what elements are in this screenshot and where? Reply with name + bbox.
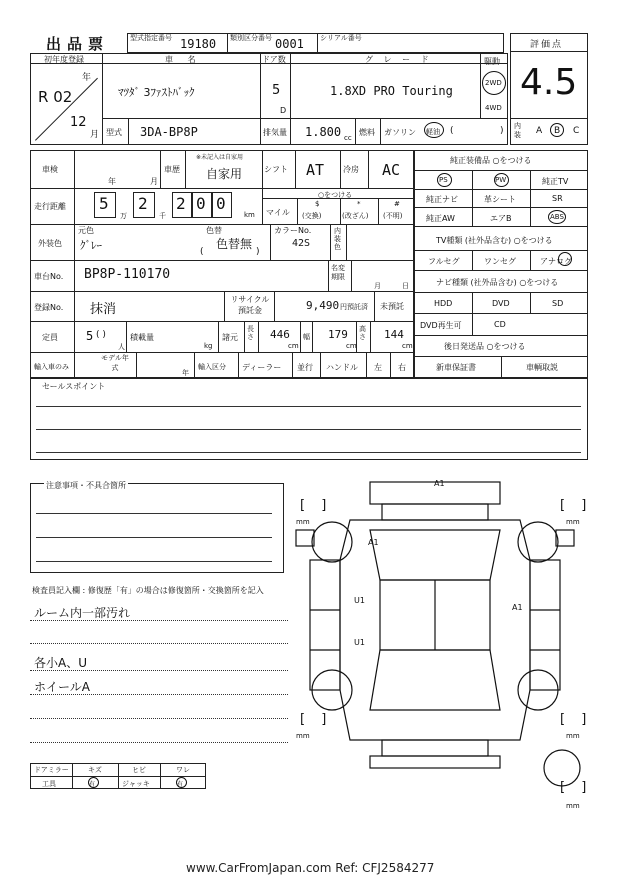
tv-analog: アナログ bbox=[540, 257, 572, 266]
mm-fr: mm bbox=[566, 518, 580, 526]
history-label: 車歴 bbox=[164, 165, 180, 174]
mileage-km: km bbox=[244, 211, 255, 219]
inspector-line-1: ルーム内一部汚れ bbox=[34, 606, 131, 620]
inspector-line-3: ホイールA bbox=[34, 680, 90, 694]
shift-value: AT bbox=[306, 161, 325, 179]
doors-value: 5 bbox=[272, 83, 281, 98]
model-year-label: モデル年式 bbox=[101, 354, 129, 372]
model-cert-value: 19180 bbox=[180, 37, 217, 51]
color-code-value: 42S bbox=[292, 238, 311, 249]
bracket-rl: [ ] bbox=[300, 712, 333, 727]
mark-a1-top: A1 bbox=[434, 479, 445, 488]
length-cm: cm bbox=[288, 342, 299, 350]
mark-a1-left: A1 bbox=[368, 538, 379, 547]
inspection-year-unit: 年 bbox=[108, 177, 116, 186]
color-code-label: カラーNo. bbox=[274, 226, 312, 235]
mileage-tamper: * bbox=[357, 200, 361, 208]
width-label: 幅 bbox=[303, 333, 310, 341]
equip-sr: SR bbox=[552, 194, 563, 203]
bracket-fr: [ ] bbox=[560, 498, 593, 513]
legend-tools-yes: 有 bbox=[89, 781, 96, 788]
legend-mirror: ドアミラー bbox=[34, 766, 69, 774]
bracket-spare: [ ] bbox=[560, 780, 593, 795]
legend-scratch: キズ bbox=[88, 766, 102, 774]
equipment-header: 純正装備品 ○をつける bbox=[450, 156, 532, 165]
color-paint-paren: ( bbox=[200, 247, 204, 257]
legend-jack: ジャッキ bbox=[122, 780, 150, 788]
mileage-exchange-label: (交換) bbox=[302, 212, 322, 220]
equip-ps: PS bbox=[439, 176, 448, 184]
width-value: 179 bbox=[328, 328, 348, 341]
displacement-label: 排気量 bbox=[263, 128, 287, 137]
equip-navi: 純正ナビ bbox=[426, 195, 458, 204]
color-label: 外装色 bbox=[38, 239, 62, 248]
inspector-label: 検査員記入欄 : 修復歴「有」の場合は修復箇所・交換箇所を記入 bbox=[32, 586, 264, 595]
car-damage-diagram bbox=[290, 470, 593, 810]
color-paint-label: 色替 bbox=[206, 226, 222, 235]
color-original-label: 元色 bbox=[78, 226, 94, 235]
length-value: 446 bbox=[270, 328, 290, 341]
inspection-month-unit: 月 bbox=[150, 177, 158, 186]
first-reg-label: 初年度登録 bbox=[44, 55, 84, 64]
mileage-exchange: $ bbox=[315, 200, 320, 208]
handle-label: ハンドル bbox=[326, 363, 358, 372]
width-cm: cm bbox=[346, 342, 357, 350]
class-value: 0001 bbox=[275, 37, 304, 51]
cooler-value: AC bbox=[382, 161, 401, 179]
name-change-day: 日 bbox=[402, 282, 409, 290]
first-reg-month: 12 bbox=[70, 115, 87, 130]
color-paint-value: 色替無 bbox=[216, 237, 253, 251]
recycle-label: リサイクル預託金 bbox=[230, 295, 270, 315]
grade-label: グ レ ー ド bbox=[365, 55, 433, 64]
dims-label: 諸元 bbox=[222, 333, 238, 342]
legend-break: ワレ bbox=[176, 766, 190, 774]
navi-dvd: DVD bbox=[492, 299, 510, 308]
legend-jack-yes: 有 bbox=[177, 781, 184, 788]
car-name-value: ﾏﾂﾀﾞ 3ﾌｧｽﾄﾊﾞｯｸ bbox=[118, 86, 195, 99]
equip-leather: 革シート bbox=[484, 195, 516, 204]
history-value: 自家用 bbox=[206, 167, 243, 181]
doors-sub: D bbox=[280, 106, 287, 115]
navi-sd: SD bbox=[552, 299, 564, 308]
type-label: 型式 bbox=[106, 128, 122, 137]
chassis-value: BP8P-110170 bbox=[84, 267, 171, 282]
legend-crack: ヒビ bbox=[132, 766, 146, 774]
later-warranty: 新車保証書 bbox=[436, 363, 476, 372]
recycle-unit: 円預託済 bbox=[340, 303, 368, 311]
model-cert-label: 型式指定番号 bbox=[130, 34, 172, 42]
recycle-value: 9,490 bbox=[306, 299, 340, 312]
legend-tools: 工具 bbox=[42, 780, 56, 788]
bracket-fl: [ ] bbox=[300, 498, 333, 513]
handle-left: 左 bbox=[374, 363, 382, 372]
fuel-paren: ( bbox=[450, 126, 454, 136]
interior-grade-c: C bbox=[573, 126, 580, 136]
mileage-tamper-label: (改ざん) bbox=[342, 212, 369, 220]
load-label: 積載量 bbox=[130, 333, 154, 342]
tv-full: フルセグ bbox=[428, 257, 460, 266]
first-reg-era: R 02 bbox=[38, 88, 73, 106]
color-paint-paren-close: ) bbox=[256, 247, 260, 257]
mileage-label: 走行距離 bbox=[34, 202, 66, 211]
mileage-d2: 2 bbox=[138, 194, 148, 213]
equip-tv: 純正TV bbox=[542, 177, 569, 186]
fuel-paren-close: ) bbox=[500, 126, 504, 136]
equip-pw: PW bbox=[495, 176, 507, 184]
score-value: 4.5 bbox=[520, 62, 578, 103]
mileage-d1: 5 bbox=[99, 194, 109, 213]
mileage-sen: 千 bbox=[159, 212, 166, 220]
height-label: 高さ bbox=[359, 325, 366, 341]
serial-label: シリアル番号 bbox=[320, 34, 362, 42]
capacity-value: 5 bbox=[86, 329, 94, 343]
fuel-gas: ガソリン bbox=[384, 128, 416, 137]
mileage-man: 万 bbox=[120, 212, 127, 220]
registration-label: 登録No. bbox=[34, 303, 64, 312]
drive-4wd: 4WD bbox=[485, 104, 502, 112]
import-parallel: 並行 bbox=[297, 363, 313, 372]
cooler-label: 冷房 bbox=[343, 165, 359, 174]
first-reg-month-unit: 月 bbox=[90, 130, 100, 140]
mileage-unknown: # bbox=[394, 200, 400, 208]
mark-u1-a: U1 bbox=[354, 596, 365, 605]
notes-box bbox=[30, 483, 284, 573]
drive-label: 駆動 bbox=[484, 57, 500, 66]
equip-airbag: エアB bbox=[490, 214, 512, 223]
inspection-label: 車検 bbox=[42, 165, 58, 174]
load-unit: kg bbox=[204, 342, 213, 350]
tv-one: ワンセグ bbox=[484, 257, 516, 266]
name-change-month: 月 bbox=[374, 282, 381, 290]
mileage-mile: マイル bbox=[266, 208, 290, 217]
import-type-label: 輸入区分 bbox=[198, 363, 226, 371]
interior-color-label: 内装色 bbox=[334, 227, 341, 251]
doors-label: ドア数 bbox=[262, 55, 286, 64]
car-name-label: 車 名 bbox=[165, 55, 202, 64]
interior-grade-label: 内装 bbox=[514, 122, 521, 139]
tv-header: TV種類 (社外品含む) ○をつける bbox=[436, 236, 553, 245]
height-value: 144 bbox=[384, 328, 404, 341]
bracket-rr: [ ] bbox=[560, 712, 593, 727]
length-label: 長さ bbox=[247, 325, 254, 341]
model-year-unit: 年 bbox=[182, 369, 189, 377]
equip-abs: ABS bbox=[550, 213, 564, 221]
shift-label: シフト bbox=[264, 165, 288, 174]
score-label: 評価点 bbox=[530, 40, 564, 50]
interior-grade-a: A bbox=[536, 126, 543, 136]
history-note: ※未記入は自家用 bbox=[196, 154, 244, 161]
mileage-d3: 2 bbox=[176, 194, 186, 213]
capacity-label: 定員 bbox=[42, 333, 58, 342]
grade-value: 1.8XD PRO Touring bbox=[330, 84, 453, 98]
type-value: 3DA-BP8P bbox=[140, 125, 198, 139]
name-change-label: 名変期限 bbox=[331, 264, 345, 281]
displacement-cc: cc bbox=[344, 134, 352, 142]
navi-hdd: HDD bbox=[434, 299, 453, 308]
drive-2wd: 2WD bbox=[485, 79, 502, 87]
inspector-line-2: 各小A、U bbox=[34, 656, 87, 670]
recycle-not: 未預託 bbox=[380, 302, 404, 311]
mm-fl: mm bbox=[296, 518, 310, 526]
sales-point-label: セールスポイント bbox=[42, 382, 106, 391]
mileage-circle-note: ○をつける bbox=[318, 191, 353, 199]
later-header: 後日発送品 ○をつける bbox=[444, 342, 526, 351]
notes-label: 注意事項・不具合箇所 bbox=[46, 481, 126, 490]
footer-watermark: www.CarFromJapan.com Ref: CFJ2584277 bbox=[186, 861, 435, 875]
equip-aw: 純正AW bbox=[426, 214, 455, 223]
import-dealer: ディーラー bbox=[242, 363, 282, 372]
navi-dvd-play: DVD再生可 bbox=[420, 321, 462, 330]
mark-a1-right: A1 bbox=[512, 603, 523, 612]
mileage-d4: 0 bbox=[196, 194, 206, 213]
chassis-label: 車台No. bbox=[34, 272, 64, 281]
sales-point-box bbox=[30, 378, 588, 460]
mileage-unknown-label: (不明) bbox=[383, 212, 403, 220]
height-cm: cm bbox=[402, 342, 413, 350]
import-label: 輸入車のみ bbox=[34, 363, 69, 371]
later-manual: 車輌取説 bbox=[526, 363, 558, 372]
fuel-diesel: 軽油 bbox=[426, 128, 440, 136]
class-label: 類別区分番号 bbox=[230, 34, 272, 42]
mm-spare: mm bbox=[566, 802, 580, 810]
navi-header: ナビ種類 (社外品含む) ○をつける bbox=[436, 278, 559, 287]
first-reg-year-unit: 年 bbox=[82, 73, 92, 83]
capacity-unit: 人 bbox=[118, 343, 125, 351]
navi-cd: CD bbox=[494, 320, 506, 329]
displacement-value: 1.800 bbox=[305, 125, 342, 139]
fuel-label: 燃料 bbox=[359, 128, 375, 137]
mark-u1-b: U1 bbox=[354, 638, 365, 647]
mm-rl: mm bbox=[296, 732, 310, 740]
color-original-value: ｸﾞﾚｰ bbox=[80, 239, 102, 252]
interior-grade-b: B bbox=[554, 126, 561, 136]
sheet-title: 出品票 bbox=[46, 35, 110, 53]
capacity-paren: ( ) bbox=[96, 330, 106, 340]
handle-right: 右 bbox=[398, 363, 406, 372]
mm-rr: mm bbox=[566, 732, 580, 740]
mileage-d5: 0 bbox=[216, 194, 226, 213]
registration-value: 抹消 bbox=[90, 302, 117, 317]
